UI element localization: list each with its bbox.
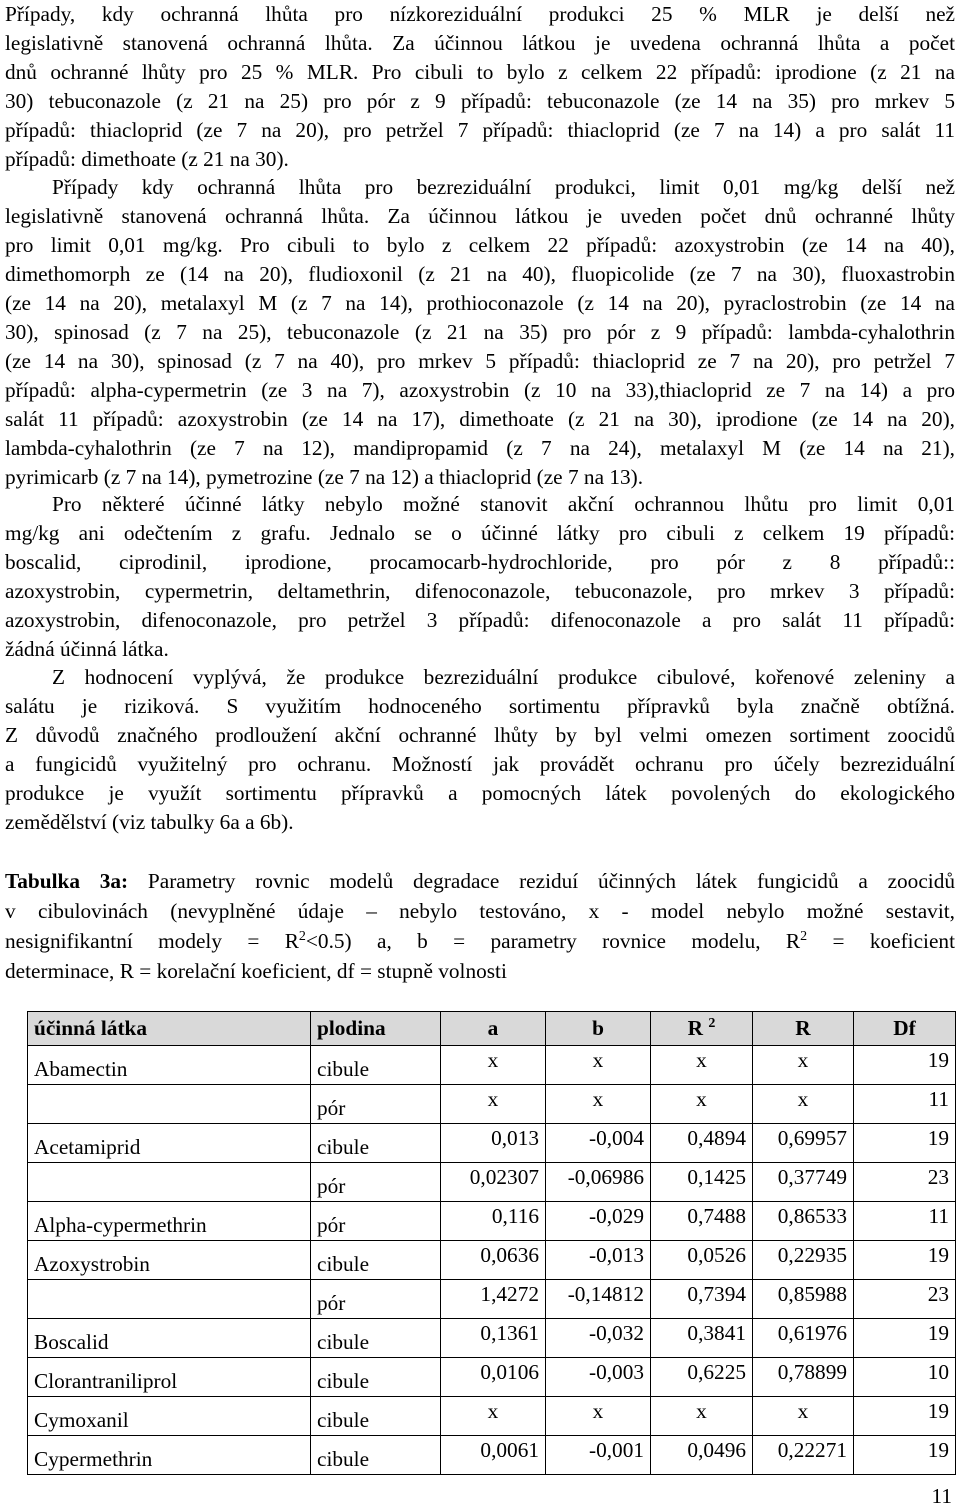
- paragraph-line: (ze 14 na 30), spinosad (z 7 na 40), pro mrkev 5 případů: thiacloprid ze 7 na 20), pro petržel 7: [5, 349, 955, 373]
- paragraph-evaluation: [5, 663, 955, 837]
- caption-line3b: <0.5) a, b = parametry rovnice modelu, R: [305, 929, 801, 953]
- cell-crop: cibule: [311, 1124, 441, 1163]
- cell-a: 0,116: [441, 1202, 546, 1241]
- cell-crop: cibule: [311, 1397, 441, 1436]
- caption-sup: 2: [298, 928, 306, 944]
- cell-b: -0,004: [546, 1124, 651, 1163]
- caption-sup2: 2: [800, 928, 808, 944]
- degradation-parameters-table: [27, 1011, 956, 1475]
- paragraph-line: pro limit 0,01 mg/kg. Pro cibuli to bylo z celkem 22 případů: azoxystrobin (ze 14 na 40),: [5, 233, 955, 257]
- cell-a: 0,013: [441, 1124, 546, 1163]
- cell-r2: 0,0496: [651, 1436, 753, 1475]
- header-df: Df: [854, 1012, 956, 1046]
- cell-r2: x: [651, 1085, 753, 1124]
- cell-a: 0,1361: [441, 1319, 546, 1358]
- cell-crop: cibule: [311, 1046, 441, 1085]
- cell-crop: pór: [311, 1202, 441, 1241]
- cell-r: x: [753, 1046, 854, 1085]
- paragraph-line: případů: alpha-cypermetrin (ze 3 na 7), azoxystrobin (z 10 na 33),thiacloprid ze 7 na 14) a pro: [5, 378, 955, 402]
- table-header-row: [28, 1012, 956, 1046]
- paragraph-line: salátu je riziková. S využitím hodnoceného sortimentu přípravků byla značně obtížná.: [5, 694, 955, 718]
- cell-b: -0,013: [546, 1241, 651, 1280]
- caption-line2: v cibulovinách (nevyplněné údaje – nebylo testováno, x - model nebylo možné sestavit,: [5, 899, 955, 923]
- paragraph-line: boscalid, ciprodinil, iprodione, procamocarb-hydrochloride, pro pór z 8 případů::: [5, 550, 955, 574]
- cell-df: 19: [854, 1397, 956, 1436]
- paragraph-line: případů: thiacloprid (ze 7 na 20), pro petržel 7 případů: thiacloprid (ze 7 na 14) a pro salát 11: [5, 118, 955, 142]
- cell-r: 0,85988: [753, 1280, 854, 1319]
- cell-df: 11: [854, 1202, 956, 1241]
- cell-substance: [28, 1163, 311, 1202]
- cell-r2: 0,0526: [651, 1241, 753, 1280]
- cell-b: -0,001: [546, 1436, 651, 1475]
- paragraph-residue-free-cases: [5, 173, 955, 492]
- paragraph-line: 30), spinosad (z 7 na 25), tebuconazole (z 21 na 35) pro pór z 9 případů: lambda-cyhalothrin: [5, 320, 955, 344]
- cell-substance: Alpha-cypermethrin: [28, 1202, 311, 1241]
- header-substance: účinná látka: [28, 1012, 311, 1046]
- cell-df: 23: [854, 1163, 956, 1202]
- cell-df: 19: [854, 1241, 956, 1280]
- cell-substance: Cypermethrin: [28, 1436, 311, 1475]
- table-row: [28, 1202, 956, 1241]
- table-row: [28, 1319, 956, 1358]
- cell-crop: pór: [311, 1163, 441, 1202]
- caption-label: Tabulka 3a:: [5, 869, 129, 893]
- table-row: [28, 1280, 956, 1319]
- table-row: [28, 1046, 956, 1085]
- cell-r: x: [753, 1397, 854, 1436]
- cell-b: x: [546, 1085, 651, 1124]
- cell-a: 1,4272: [441, 1280, 546, 1319]
- cell-a: 0,0061: [441, 1436, 546, 1475]
- table-row: [28, 1436, 956, 1475]
- paragraph-line: legislativně stanovená ochranná lhůta. Za účinnou látkou je uvedena ochranná lhůta a počet: [5, 31, 955, 55]
- cell-b: -0,032: [546, 1319, 651, 1358]
- cell-crop: pór: [311, 1085, 441, 1124]
- paragraph-line: Z důvodů značného prodloužení akční ochranné lhůty by byl velmi omezen sortiment zoocidů: [5, 723, 955, 747]
- cell-r: 0,61976: [753, 1319, 854, 1358]
- cell-r: 0,22271: [753, 1436, 854, 1475]
- cell-b: -0,14812: [546, 1280, 651, 1319]
- table-row: [28, 1397, 956, 1436]
- paragraph-line: azoxystrobin, cypermetrin, deltamethrin, difenoconazole, tebuconazole, pro mrkev 3 případů:: [5, 579, 955, 603]
- paragraph-line: dimethomorph ze (14 na 20), fludioxonil (z 21 na 40), fluopicolide (ze 7 na 30), fluoxastrobin: [5, 262, 955, 286]
- table-row: [28, 1241, 956, 1280]
- cell-crop: cibule: [311, 1436, 441, 1475]
- paragraph-line: Případy, kdy ochranná lhůta pro nízkoreziduální produkci 25 % MLR je delší než: [5, 2, 955, 26]
- cell-df: 19: [854, 1046, 956, 1085]
- caption-line3a: nesignifikantní modely = R: [5, 929, 299, 953]
- table-row: [28, 1163, 956, 1202]
- cell-df: 23: [854, 1280, 956, 1319]
- cell-r2: 0,4894: [651, 1124, 753, 1163]
- cell-substance: [28, 1085, 311, 1124]
- cell-a: 0,0636: [441, 1241, 546, 1280]
- cell-r2: 0,7488: [651, 1202, 753, 1241]
- paragraph-line: salát 11 případů: azoxystrobin (ze 14 na 17), dimethoate (z 21 na 30), iprodione (ze 14 na 20),: [5, 407, 955, 431]
- cell-r2: x: [651, 1397, 753, 1436]
- cell-crop: cibule: [311, 1319, 441, 1358]
- paragraph-line: žádná účinná látka.: [5, 637, 169, 661]
- paragraph-line: Pro některé účinné látky nebylo možné stanovit akční ochrannou lhůtu pro limit 0,01: [52, 492, 955, 516]
- caption-line4: determinace, R = korelační koeficient, df = stupně volnosti: [5, 959, 507, 983]
- header-r: R: [753, 1012, 854, 1046]
- cell-a: x: [441, 1397, 546, 1436]
- paragraph-line: produkce je využít sortimentu přípravků a pomocných látek povolených do ekologického: [5, 781, 955, 805]
- header-b: b: [546, 1012, 651, 1046]
- cell-r2: x: [651, 1046, 753, 1085]
- page-number: 11: [931, 1484, 952, 1508]
- paragraph-line: Případy kdy ochranná lhůta pro bezreziduální produkci, limit 0,01 mg/kg delší než: [52, 175, 955, 199]
- table-body: [28, 1046, 956, 1475]
- cell-substance: Azoxystrobin: [28, 1241, 311, 1280]
- cell-r: 0,37749: [753, 1163, 854, 1202]
- cell-a: 0,0106: [441, 1358, 546, 1397]
- cell-substance: Boscalid: [28, 1319, 311, 1358]
- table-row: [28, 1085, 956, 1124]
- paragraph-line: azoxystrobin, difenoconazole, pro petržel 3 případů: difenoconazole a pro salát 11 případů:: [5, 608, 955, 632]
- header-a: a: [441, 1012, 546, 1046]
- paragraph-undeterminable-substances: [5, 490, 955, 664]
- cell-b: x: [546, 1397, 651, 1436]
- cell-crop: pór: [311, 1280, 441, 1319]
- cell-r: 0,78899: [753, 1358, 854, 1397]
- cell-df: 10: [854, 1358, 956, 1397]
- paragraph-line: legislativně stanovená ochranná lhůta. Za účinnou látkou je uveden počet dnů ochranné lhůty: [5, 204, 955, 228]
- cell-substance: Acetamiprid: [28, 1124, 311, 1163]
- caption-line3c: = koeficient: [807, 929, 955, 953]
- cell-substance: Abamectin: [28, 1046, 311, 1085]
- paragraph-line: pyrimicarb (z 7 na 14), pymetrozine (ze 7 na 12) a thiacloprid (ze 7 na 13).: [5, 465, 644, 489]
- cell-a: x: [441, 1046, 546, 1085]
- paragraph-line: Z hodnocení vyplývá, že produkce bezreziduální produkce cibulové, kořenové zeleniny a: [52, 665, 955, 689]
- cell-df: 11: [854, 1085, 956, 1124]
- cell-r2: 0,1425: [651, 1163, 753, 1202]
- paragraph-line: případů: dimethoate (z 21 na 30).: [5, 147, 289, 171]
- cell-df: 19: [854, 1124, 956, 1163]
- paragraph-line: zemědělství (viz tabulky 6a a 6b).: [5, 810, 294, 834]
- cell-b: -0,06986: [546, 1163, 651, 1202]
- paragraph-line: a fungicidů využitelný pro ochranu. Možností jak provádět ochranu pro účely bezreziduální: [5, 752, 955, 776]
- table-caption: [5, 866, 955, 986]
- cell-r: 0,22935: [753, 1241, 854, 1280]
- paragraph-mlr-cases: [5, 0, 955, 174]
- cell-r: 0,69957: [753, 1124, 854, 1163]
- cell-a: 0,02307: [441, 1163, 546, 1202]
- cell-df: 19: [854, 1436, 956, 1475]
- cell-r2: 0,7394: [651, 1280, 753, 1319]
- paragraph-line: mg/kg ani odečtením z grafu. Jednalo se o účinné látky pro cibuli z celkem 19 případů:: [5, 521, 955, 545]
- paragraph-line: lambda-cyhalothrin (ze 7 na 12), mandipropamid (z 7 na 24), metalaxyl M (ze 14 na 21),: [5, 436, 955, 460]
- cell-b: -0,029: [546, 1202, 651, 1241]
- cell-b: x: [546, 1046, 651, 1085]
- cell-substance: [28, 1280, 311, 1319]
- paragraph-line: 30) tebuconazole (z 21 na 25) pro pór z 9 případů: tebuconazole (ze 14 na 35) pro mrkev 5: [5, 89, 955, 113]
- caption-line1: Parametry rovnic modelů degradace reziduí účinných látek fungicidů a zoocidů: [128, 869, 955, 893]
- cell-r: 0,86533: [753, 1202, 854, 1241]
- header-r2: R $^2$: [651, 1012, 753, 1046]
- paragraph-line: dnů ochranné lhůty pro 25 % MLR. Pro cibuli to bylo z celkem 22 případů: iprodione (z 21 na: [5, 60, 955, 84]
- cell-r2: 0,3841: [651, 1319, 753, 1358]
- cell-substance: Cymoxanil: [28, 1397, 311, 1436]
- cell-b: -0,003: [546, 1358, 651, 1397]
- cell-crop: cibule: [311, 1358, 441, 1397]
- header-crop: plodina: [311, 1012, 441, 1046]
- paragraph-line: (ze 14 na 20), metalaxyl M (z 7 na 14), prothioconazole (z 14 na 20), pyraclostrobin (ze 14 na: [5, 291, 955, 315]
- cell-r2: 0,6225: [651, 1358, 753, 1397]
- cell-a: x: [441, 1085, 546, 1124]
- cell-substance: Clorantraniliprol: [28, 1358, 311, 1397]
- table-row: [28, 1358, 956, 1397]
- table-row: [28, 1124, 956, 1163]
- cell-crop: cibule: [311, 1241, 441, 1280]
- cell-df: 19: [854, 1319, 956, 1358]
- cell-r: x: [753, 1085, 854, 1124]
